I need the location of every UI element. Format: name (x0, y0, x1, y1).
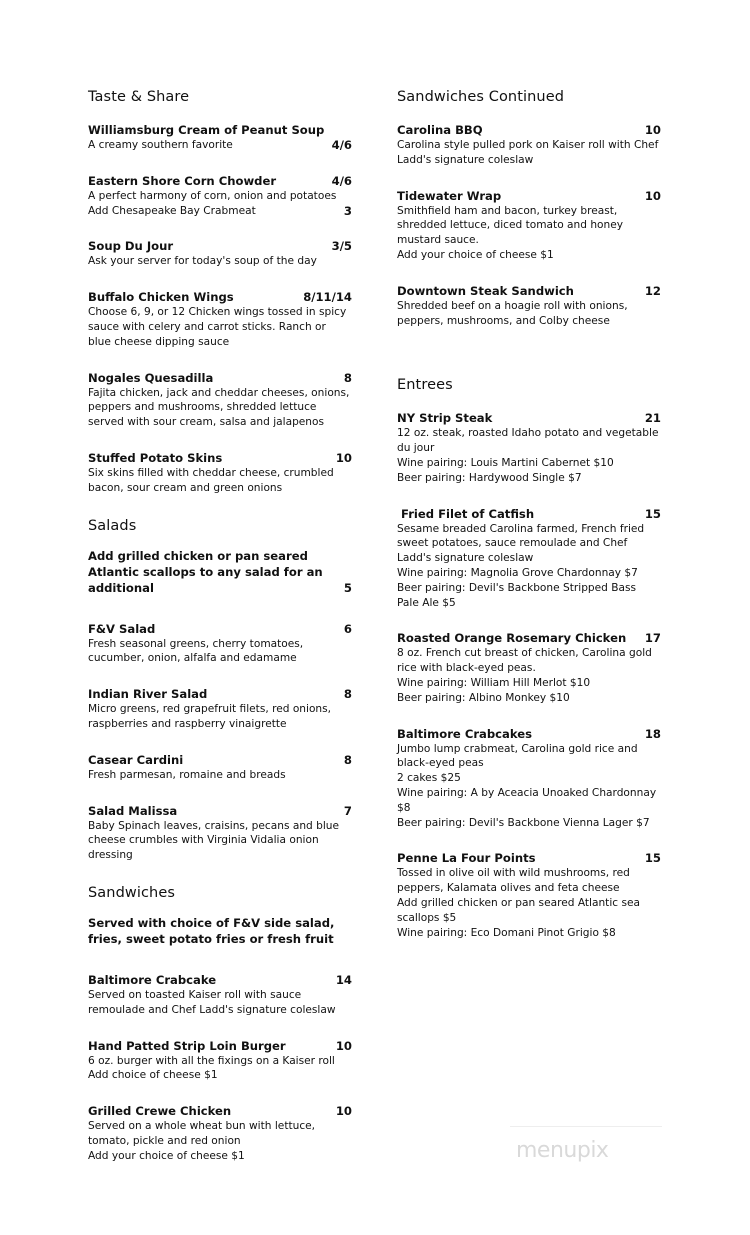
item-desc: Fresh parmesan, romaine and breads (88, 768, 286, 781)
entrees-section (397, 376, 661, 940)
item-desc: Sesame breaded Carolina farmed, French fried sweet potatoes, sauce remoulade and Chef Ladd's signature coleslaw Wine pairing: Magnolia Grove Chardonnay $7 Beer pairing: Devil's Backbone Stripped Bass Pale Ale $5 (397, 522, 645, 609)
item-name: Penne La Four Points (397, 851, 536, 866)
item-addon-price: 3 (343, 203, 352, 218)
menu-item (88, 174, 352, 219)
note-price: 5 (343, 580, 352, 595)
menu-left-column (88, 88, 352, 1185)
item-price: 8 (343, 370, 352, 385)
menu-item (88, 622, 352, 667)
item-name: Carolina BBQ (397, 123, 483, 137)
item-desc: Ask your server for today's soup of the day (88, 255, 317, 268)
menu-item (397, 123, 661, 168)
item-price: 3/5 (331, 239, 352, 254)
menu-item (397, 727, 661, 831)
item-price: 10 (644, 188, 661, 203)
item-name: Casear Cardini (88, 752, 184, 767)
menu-item (88, 1039, 352, 1084)
item-desc: Served on toasted Kaiser roll with sauce remoulade and Chef Ladd's signature coleslaw (88, 988, 336, 1016)
item-desc: A creamy southern favorite (88, 139, 233, 151)
taste-share-section (88, 88, 352, 496)
item-price: 10 (335, 450, 352, 465)
item-name: Buffalo Chicken Wings (88, 290, 234, 305)
item-desc: Six skins filled with cheddar cheese, crumbled bacon, sour cream and green onions (88, 466, 334, 494)
item-name: Stuffed Potato Skins (88, 450, 223, 465)
section-note (88, 915, 352, 947)
item-price: 18 (644, 726, 661, 741)
salads-section (88, 517, 352, 863)
item-name: Roasted Orange Rosemary Chicken (397, 631, 627, 646)
item-price: 7 (343, 803, 352, 818)
section-title: Entrees (397, 377, 453, 394)
item-name: Soup Du Jour (88, 239, 174, 254)
watermark-logo: menupix (516, 1138, 609, 1163)
item-price: 4/6 (331, 138, 352, 152)
item-price: 15 (644, 506, 661, 521)
menu-item (397, 284, 661, 329)
item-desc: Served on a whole wheat bun with lettuce, tomato, pickle and red onion Add your choice of cheese $1 (88, 1120, 316, 1162)
item-desc: Shredded beef on a hoagie roll with onions, peppers, mushrooms, and Colby cheese (397, 299, 628, 327)
menu-item (397, 851, 661, 940)
item-desc: Micro greens, red grapefruit filets, red onions, raspberries and raspberry vinaigrette (88, 703, 332, 730)
menu-item (88, 1104, 352, 1163)
item-desc: Fajita chicken, jack and cheddar cheeses, onions, peppers and mushrooms, shredded lettuce served with sour cream, salsa and jalapenos (88, 386, 350, 429)
item-name: Downtown Steak Sandwich (397, 283, 574, 298)
menu-item (88, 123, 352, 153)
menu-item (397, 631, 661, 705)
item-price: 15 (644, 851, 661, 866)
item-addon: Add Chesapeake Bay Crabmeat (88, 204, 256, 217)
menu-item (88, 451, 352, 496)
section-title: Taste & Share (88, 89, 190, 105)
item-name: Williamsburg Cream of Peanut Soup (88, 123, 325, 137)
menu-item (88, 239, 352, 269)
item-price: 6 (343, 621, 352, 636)
item-name: F&V Salad (88, 621, 156, 636)
item-price: 12 (644, 283, 661, 298)
section-title: Sandwiches Continued (397, 89, 565, 105)
item-desc: 12 oz. steak, roasted Idaho potato and vegetable du jour Wine pairing: Louis Martini Cabernet $10 Beer pairing: Hardywood Single $7 (397, 427, 659, 484)
menu-item (88, 290, 352, 349)
item-price: 8 (343, 687, 352, 702)
item-price: 21 (644, 411, 661, 426)
menu-item (397, 189, 661, 263)
item-desc: Fresh seasonal greens, cherry tomatoes, cucumber, onion, alfalfa and edamame (88, 637, 304, 665)
item-desc: Carolina style pulled pork on Kaiser roll with Chef Ladd's signature coleslaw (397, 139, 659, 166)
item-desc: Choose 6, 9, or 12 Chicken wings tossed in spicy sauce with celery and carrot sticks. Ranch or blue cheese dipping sauce (88, 306, 347, 348)
menu-item (88, 753, 352, 783)
item-desc: 6 oz. burger with all the fixings on a Kaiser roll Add choice of cheese $1 (88, 1054, 335, 1082)
section-title: Salads (88, 517, 137, 534)
section-title: Sandwiches (88, 884, 176, 901)
section-note (88, 548, 352, 596)
item-name: NY Strip Steak (397, 411, 493, 426)
item-desc: Jumbo lump crabmeat, Carolina gold rice and black-eyed peas 2 cakes $25 Wine pairing: A by Aceacia Unoaked Chardonnay $8 Beer pairing: Devil's Backbone Vienna Lager $7 (397, 742, 657, 829)
item-name: Baltimore Crabcakes (397, 726, 533, 741)
sandwiches-section (88, 884, 352, 1164)
item-name: Eastern Shore Corn Chowder (88, 173, 277, 188)
menu-item (88, 687, 352, 732)
item-desc: A perfect harmony of corn, onion and potatoes (88, 189, 337, 202)
item-name: Tidewater Wrap (397, 188, 502, 203)
menu-item (88, 973, 352, 1018)
item-desc: Baby Spinach leaves, craisins, pecans and blue cheese crumbles with Virginia Vidalia onion dressing (88, 819, 340, 862)
item-price: 10 (335, 1104, 352, 1119)
item-desc: Tossed in olive oil with wild mushrooms, red peppers, Kalamata olives and feta cheese Add grilled chicken or pan seared Atlantic sea scallops $5 Wine pairing: Eco Domani Pinot Grigio $8 (397, 867, 641, 939)
sandwiches-continued-section (397, 88, 661, 328)
item-name: Fried Filet of Catfish (397, 506, 535, 521)
menu-item (397, 411, 661, 485)
item-price: 14 (335, 972, 352, 987)
item-price: 8 (343, 752, 352, 767)
item-price: 10 (335, 1038, 352, 1053)
note-text: Add grilled chicken or pan seared Atlantic scallops to any salad for an additional (88, 548, 323, 595)
item-name: Nogales Quesadilla (88, 370, 214, 385)
item-price: 17 (644, 631, 661, 646)
menu-right-column (397, 88, 661, 961)
item-desc: Smithfield ham and bacon, turkey breast, shredded lettuce, diced tomato and honey mustard sauce. Add your choice of cheese $1 (397, 204, 624, 261)
item-name: Indian River Salad (88, 687, 208, 702)
item-price: 10 (644, 123, 661, 137)
item-name: Hand Patted Strip Loin Burger (88, 1038, 286, 1053)
note-text: Served with choice of F&V side salad, fries, sweet potato fries or fresh fruit (88, 915, 335, 946)
item-name: Baltimore Crabcake (88, 972, 217, 987)
menu-item (88, 371, 352, 430)
item-price: 4/6 (331, 173, 352, 188)
menu-item (88, 804, 352, 863)
item-name: Salad Malissa (88, 803, 178, 818)
item-name: Grilled Crewe Chicken (88, 1104, 232, 1119)
item-price: 8/11/14 (303, 290, 352, 305)
item-desc: 8 oz. French cut breast of chicken, Carolina gold rice with black-eyed peas. Wine pairing: William Hill Merlot $10 Beer pairing: Albino Monkey $10 (397, 647, 652, 704)
menu-item (397, 507, 661, 611)
